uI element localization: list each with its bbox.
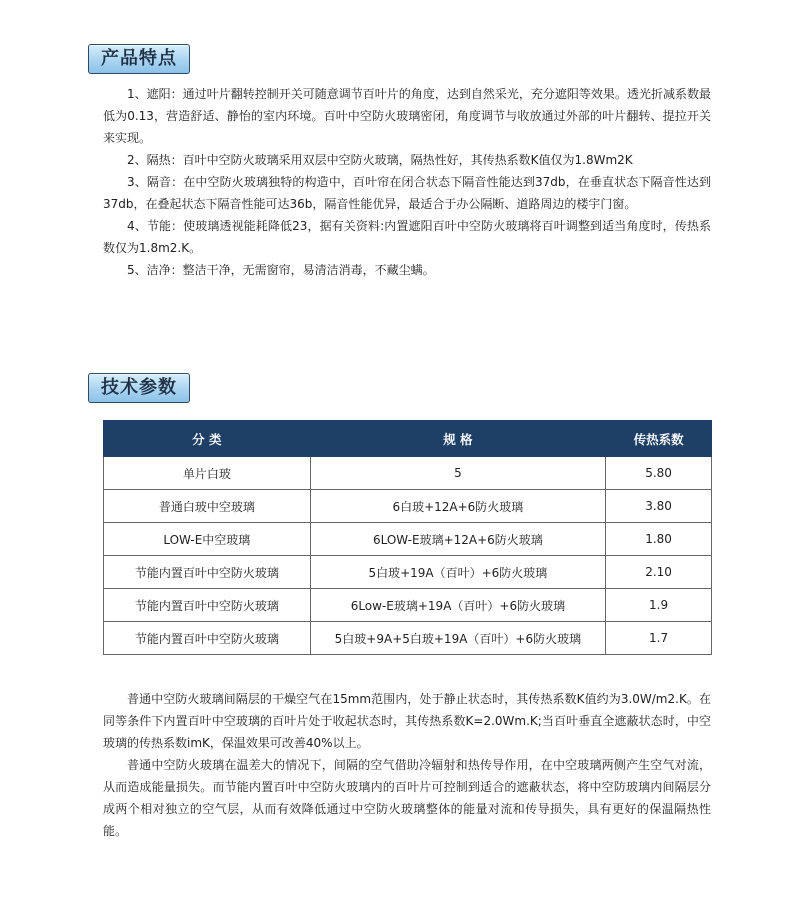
cell-k-value: 5.80 xyxy=(606,457,712,490)
cell-k-value: 1.80 xyxy=(606,523,712,556)
table-row xyxy=(104,490,712,523)
cell-k-value: 1.9 xyxy=(606,589,712,622)
cell-k-value: 2.10 xyxy=(606,556,712,589)
feature-item-insulation: 2、隔热：百叶中空防火玻璃采用双层中空防火玻璃，隔热性好，其传热系数K值仅为1.8Wm2K xyxy=(127,153,633,167)
cell-spec: 5白玻+19A（百叶）+6防火玻璃 xyxy=(310,556,606,589)
tech-section-tag: 技术参数 xyxy=(88,373,190,403)
note-paragraph-convection: 普通中空防火玻璃在温差大的情况下，间隔的空气借助冷辐射和热传导作用，在中空玻璃两侧产生空气对流，从而造成能量损失。而节能内置百叶中空防火玻璃内的百叶片可控制到适合的遮蔽状态，将中空防玻璃内间隔层分成两个相对独立的空气层，从而有效降低通过中空防火玻璃整体的能量对流和传导损失，具有更好的保温隔热性能。 xyxy=(103,758,711,838)
cell-spec: 6Low-E玻璃+19A（百叶）+6防火玻璃 xyxy=(310,589,606,622)
header-k-value: 传热系数 xyxy=(606,421,712,457)
features-section-tag: 产品特点 xyxy=(88,44,190,74)
table-header-row xyxy=(104,421,712,457)
cell-k-value: 1.7 xyxy=(606,622,712,655)
table-row xyxy=(104,523,712,556)
notes-text xyxy=(103,688,711,842)
feature-item-energy: 4、节能：使玻璃透视能耗降低23，据有关资料:内置遮阳百叶中空防火玻璃将百叶调整到适当角度时，传热系数仅为1.8m2.K。 xyxy=(103,219,711,255)
cell-category: 节能内置百叶中空防火玻璃 xyxy=(104,622,311,655)
cell-k-value: 3.80 xyxy=(606,490,712,523)
table-row xyxy=(104,622,712,655)
cell-spec: 5 xyxy=(310,457,606,490)
cell-spec: 6LOW-E玻璃+12A+6防火玻璃 xyxy=(310,523,606,556)
cell-category: 单片白玻 xyxy=(104,457,311,490)
tech-spec-table xyxy=(103,420,712,655)
cell-category: 节能内置百叶中空防火玻璃 xyxy=(104,589,311,622)
cell-spec: 5白玻+9A+5白玻+19A（百叶）+6防火玻璃 xyxy=(310,622,606,655)
cell-category: 节能内置百叶中空防火玻璃 xyxy=(104,556,311,589)
table-row xyxy=(104,457,712,490)
note-paragraph-k-value: 普通中空防火玻璃间隔层的干燥空气在15mm范围内，处于静止状态时，其传热系数K值约为3.0W/m2.K。在同等条件下内置百叶中空玻璃的百叶片处于收起状态时，其传热系数K=2.0Wm.K;当百叶垂直全遮蔽状态时，中空玻璃的传热系数imK，保温效果可改善40%以上。 xyxy=(103,692,711,750)
cell-category: LOW-E中空玻璃 xyxy=(104,523,311,556)
feature-item-soundproof: 3、隔音：在中空防火玻璃独特的构造中，百叶帘在闭合状态下隔音性能达到37db，在垂直状态下隔音性达到37db，在叠起状态下隔音性能可达36b，隔音性能优异，最适合于办公隔断、道路周边的楼宇门窗。 xyxy=(103,175,711,211)
feature-item-clean: 5、洁净：整洁干净，无需窗帘，易清洁消毒，不藏尘螨。 xyxy=(127,263,435,277)
table-row xyxy=(104,556,712,589)
table-row xyxy=(104,589,712,622)
cell-spec: 6白玻+12A+6防火玻璃 xyxy=(310,490,606,523)
header-category: 分 类 xyxy=(104,421,311,457)
feature-item-shading: 1、遮阳：通过叶片翻转控制开关可随意调节百叶片的角度，达到自然采光，充分遮阳等效果。透光折减系数最低为0.13，营造舒适、静怡的室内环境。百叶中空防火玻璃密闭，角度调节与收放通过外部的叶片翻转、提拉开关来实现。 xyxy=(103,87,711,145)
header-spec: 规 格 xyxy=(310,421,606,457)
cell-category: 普通白玻中空玻璃 xyxy=(104,490,311,523)
features-text xyxy=(103,83,711,281)
